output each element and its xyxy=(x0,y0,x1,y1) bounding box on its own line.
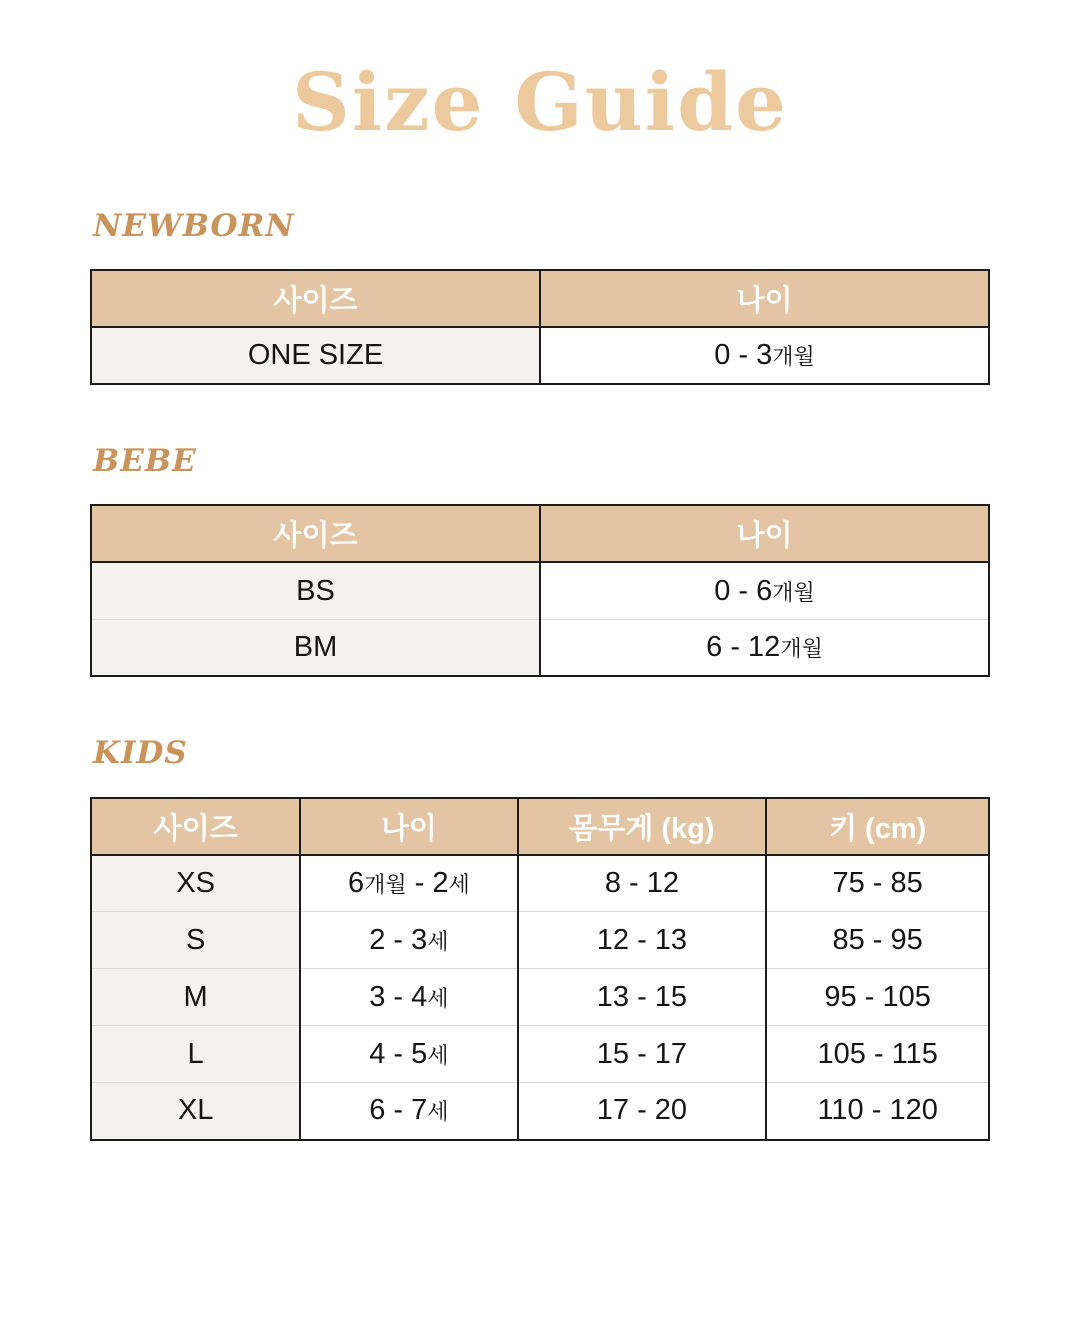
table-cell-size: ONE SIZE xyxy=(91,327,540,384)
table-cell-size: L xyxy=(91,1026,300,1083)
column-header-size: 사이즈 xyxy=(91,505,540,562)
column-header-age: 나이 xyxy=(540,270,989,327)
korean-unit-suffix: 세 xyxy=(448,871,470,897)
table-cell-age: 6개월 - 2세 xyxy=(300,855,517,912)
table-cell-height: 95 - 105 xyxy=(766,969,989,1026)
korean-unit-suffix: 세 xyxy=(427,985,449,1011)
table-cell-size: S xyxy=(91,912,300,969)
table-cell-age: 0 - 3개월 xyxy=(540,327,989,384)
table-row xyxy=(91,1083,989,1140)
bebe-size-table xyxy=(90,504,990,677)
table-header-row xyxy=(91,505,989,562)
table-cell-weight: 8 - 12 xyxy=(518,855,767,912)
table-row xyxy=(91,619,989,676)
table-cell-age: 2 - 3세 xyxy=(300,912,517,969)
column-header-weight: 몸무게 (kg) xyxy=(518,798,767,855)
table-row xyxy=(91,855,989,912)
table-cell-height: 110 - 120 xyxy=(766,1083,989,1140)
table-row xyxy=(91,912,989,969)
table-row xyxy=(91,327,989,384)
bebe-section-label: BEBE xyxy=(93,443,197,480)
table-header-row xyxy=(91,798,989,855)
korean-unit-suffix: 개월 xyxy=(780,636,823,662)
korean-unit-suffix: 세 xyxy=(427,1099,449,1125)
table-cell-size: XL xyxy=(91,1083,300,1140)
bebe-section xyxy=(0,443,1080,677)
table-cell-age: 6 - 12개월 xyxy=(540,619,989,676)
table-cell-weight: 13 - 15 xyxy=(518,969,767,1026)
column-header-size: 사이즈 xyxy=(91,798,300,855)
table-cell-weight: 17 - 20 xyxy=(518,1083,767,1140)
table-row xyxy=(91,969,989,1026)
table-cell-size: BM xyxy=(91,619,540,676)
table-cell-weight: 15 - 17 xyxy=(518,1026,767,1083)
column-header-age: 나이 xyxy=(540,505,989,562)
korean-unit-suffix: 세 xyxy=(427,928,449,954)
column-header-size: 사이즈 xyxy=(91,270,540,327)
column-header-height: 키 (cm) xyxy=(766,798,989,855)
table-row xyxy=(91,1026,989,1083)
table-header-row xyxy=(91,270,989,327)
table-cell-height: 85 - 95 xyxy=(766,912,989,969)
korean-unit-suffix: 세 xyxy=(427,1042,449,1068)
kids-section xyxy=(0,735,1080,1140)
newborn-size-table xyxy=(90,269,990,385)
kids-size-table xyxy=(90,797,990,1141)
table-cell-size: M xyxy=(91,969,300,1026)
newborn-section xyxy=(0,208,1080,385)
table-cell-age: 4 - 5세 xyxy=(300,1026,517,1083)
korean-unit-suffix: 개월 xyxy=(364,871,407,897)
kids-section-label: KIDS xyxy=(93,735,188,772)
column-header-age: 나이 xyxy=(300,798,517,855)
table-cell-size: BS xyxy=(91,562,540,619)
table-cell-age: 6 - 7세 xyxy=(300,1083,517,1140)
korean-unit-suffix: 개월 xyxy=(772,344,815,370)
table-cell-height: 105 - 115 xyxy=(766,1026,989,1083)
newborn-section-label: NEWBORN xyxy=(93,208,295,244)
page-title: Size Guide xyxy=(291,55,789,149)
table-cell-age: 0 - 6개월 xyxy=(540,562,989,619)
table-row xyxy=(91,562,989,619)
table-cell-age: 3 - 4세 xyxy=(300,969,517,1026)
table-cell-weight: 12 - 13 xyxy=(518,912,767,969)
korean-unit-suffix: 개월 xyxy=(772,579,815,605)
table-cell-height: 75 - 85 xyxy=(766,855,989,912)
table-cell-size: XS xyxy=(91,855,300,912)
